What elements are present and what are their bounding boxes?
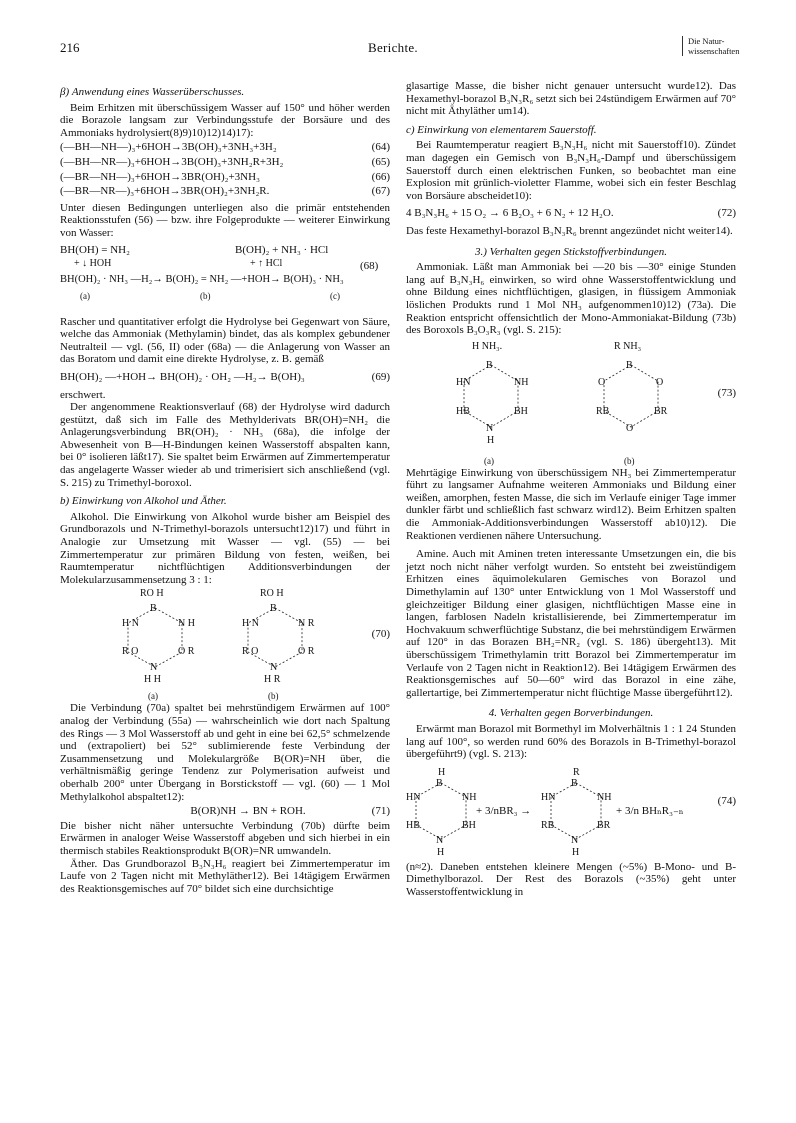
paragraph: Äther. Das Grundborazol B₃N₃H₆ reagiert bei Zimmertemperatur im Laufe von 2 Tagen nicht mit Methyläther12). Bei 14tägigem Erwärmen des Reaktionsgemisches auf 70° bildet sich eine durchsichtige (60, 857, 390, 895)
svg-text:B: B (571, 777, 578, 789)
paragraph: (n≈2). Daneben entstehen kleinere Mengen (~5%) B-Mono- und B-Dimethylborazol. Der Rest des Borazols (~35%) geht unter Wasserstoffentwicklung in (406, 860, 736, 898)
paragraph: Die bisher nicht näher untersuchte Verbindung (70b) dürfte beim Erwärmen in analoger Weise Wasserstoff abgeben und sich hierbei in ein thermisch stabiles Reaktionsprodukt B(OR)=NR umwandeln. (60, 819, 390, 857)
paragraph: Amine. Auch mit Aminen treten interessante Umsetzungen ein, die bis jetzt noch nicht näher verfolgt wurden. So entsteht bei zweistündigem Erhitzen eines äquimolekularen Gemisches von Borazol und Dimethylamin auf 130° unter Entwicklung von 1 Mol Wasserstoff und gleichzeitiger Bildung einer glasigen, nichtflüchtigen Masse eine in langen, farblosen Nadeln kristallisierende, bei Zimmertemperatur im Hochvakuum schwerflüchtige Substanz, die bei mehrstündigem Erwärmen auf 120° in das Borazen BH₂=NR₂ (vgl. S. 186) übergeht13). Mit überschüssigem Trimethylamin tritt Borazol bei Zimmertemperatur im Verlaufe von 2 Tagen nicht in Reaktion12). Bei 14tägigem Erwärmen des Reaktionsgemisches auf 50—60° wird das Borazol in eine zähe, gallertartige, bei Zimmertemperatur nicht flüchtige Masse übergeführt12). (406, 548, 736, 699)
heading-4: 4. Verhalten gegen Borverbindungen. (488, 707, 654, 720)
svg-text:B: B (436, 777, 443, 789)
svg-text:B: B (270, 603, 277, 615)
svg-text:R O: R O (122, 646, 139, 658)
svg-text:O: O (598, 376, 606, 388)
paragraph: erschwert. (60, 388, 106, 401)
svg-text:H: H (438, 766, 446, 778)
equation-66: (—BR—NH—)₃+6HOH→3BR(OH)₂+3NH₃ (66) (60, 170, 390, 183)
svg-text:N: N (486, 422, 494, 434)
svg-text:N H: N H (178, 618, 195, 630)
svg-text:HN: HN (456, 376, 471, 388)
structure-70: B H N N H R O O R N B H N N R R O O R N RO H RO H H H H R (70) (60, 590, 390, 686)
heading-3: 3.) Verhalten gegen Stickstoffverbindungen. (475, 245, 667, 258)
paragraph: Ammoniak. Läßt man Ammoniak bei —20 bis —30° einige Stunden lang auf B₃N₃H₆ einwirken, so wird ohne Wasserstoffentwicklung und ohne Bildung eines nichtflüchtigen, glasigen, in flüssigem Ammoniak löslichen Produkts rund 1 Mol NH₃ aufgenommen10)12) (73a). Die Reaktion entspricht offensichtlich der Mono-Ammoniakat-Bildung (73b) des Boroxols B₃O₃R₃ (vgl. S. 215): (406, 261, 736, 337)
heading-c: c) Einwirkung von elementarem Sauerstoff. (406, 123, 597, 136)
journal-label-line1: Die Natur- (688, 36, 725, 46)
paragraph: Alkohol. Die Einwirkung von Alkohol wurde bisher am Beispiel des Grundborazols und N-Trimethyl-borazols untersucht12)17) und führt in Analogie zur Umsetzung mit Wasser — vgl. (55) — bei Zimmertemperatur zur primären Bildung von festen, weißen, bei Raumtemperatur nichtflüchtigen Additionsverbindungen der Molekularzusammensetzung 3 : 1: (60, 510, 390, 586)
equation-69: BH(OH)₂ —+HOH→ BH(OH)₂ · OH₂ —H₂→ B(OH)₃ (69) (60, 370, 390, 383)
svg-text:R: R (573, 766, 580, 778)
svg-text:O: O (626, 422, 634, 434)
svg-text:H: H (437, 846, 445, 857)
svg-text:R O: R O (242, 646, 259, 658)
equation-64: (—BH—NH—)₃+6HOH→3B(OH)₃+3NH₃+3H₂ (64) (60, 141, 390, 154)
svg-text:O R: O R (298, 646, 315, 658)
paragraph: Beim Erhitzen mit überschüssigem Wasser auf 150° und höher werden die Borazole langsam zur Verbindungsstufe der Borsäure und des Ammoniaks hydrolysiert(8)9)10)12)14)17): (60, 101, 390, 139)
paragraph: Das feste Hexamethyl-borazol B₃N₃R₆ brennt angezündet nicht weiter14). (406, 224, 733, 237)
structure-73-labels: (a) (b) (484, 455, 635, 466)
structure-74: H B HN NH HB BH N H R B HN NH RB BR N H + 3/nBR₃ → + 3/n BHₙR₃₋ₙ (74) (406, 766, 736, 857)
svg-text:HB: HB (456, 405, 470, 417)
svg-text:BR: BR (654, 405, 668, 417)
svg-text:N: N (436, 834, 444, 846)
svg-text:RB: RB (596, 405, 610, 417)
heading-beta: β) Anwendung eines Wasserüberschusses. (60, 86, 245, 98)
paragraph: Der angenommene Reaktionsverlauf (68) der Hydrolyse wird dadurch gestützt, daß sich im Falle des Methylderivats BR(OH)=NH₂ die Anlagerungsverbindung BR(OH)₂ · NH₃ (68a), die infolge der Abwesenheit von B—H-Bindungen keinen Wasserstoff abspalten kann, bei 0° isolieren läßt17). Sie spaltet beim Erwärmen auf Zimmertemperatur das angelagerte Wasser wieder ab und trimerisiert sich anschließend (vgl. S. 215) zu Trimethyl-boroxol. (60, 401, 390, 489)
journal-label (682, 36, 739, 56)
equation-71: B(OR)NH → BN + ROH. (71) (190, 805, 390, 818)
paragraph: Die Verbindung (70a) spaltet bei mehrstündigem Erwärmen auf 100° analog der Verbindung (55a) — wahrscheinlich wie dort nach Spaltung des Rings — 3 Mol Wasserstoff ab und geht in eine bei 62,5° schmelzende und (extrapoliert) bei 52° sublimierende feste Verbindung der Zusammensetzung und Molekulargröße B(OR)=NH über, die verhältnismäßig geringe Tendenz zur Polymerisation aufweist und oberhalb 200° unter Übergang in Borstickstoff — vgl. (60) — 1 Mol Methylalkohol abspaltet12): (60, 702, 390, 803)
svg-text:N R: N R (298, 618, 315, 630)
right-column (406, 80, 736, 899)
paragraph: Rascher und quantitativer erfolgt die Hydrolyse bei Gegenwart von Säure, welche das Ammoniak (Methylamin) bindet, das als komplex gebundener Neutralteil — vgl. (56, II) oder (68a) — die Anlagerung von Wasser an das Boratom und damit eine direkte Hydrolyse, z. B. gemäß (60, 315, 390, 366)
svg-text:BR: BR (597, 819, 611, 831)
svg-text:NH: NH (462, 791, 477, 803)
paragraph: Unter diesen Bedingungen unterliegen also die primär entstehenden Reaktionsstufen (56) — bzw. ihre Folgeprodukte — weiterer Einwirkung von Wasser: (60, 201, 390, 239)
svg-text:HB: HB (406, 819, 420, 831)
journal-label-line2: wissenschaften (688, 46, 740, 56)
equation-72: 4 B₃N₃H₆ + 15 O₂ → 6 B₂O₃ + 6 N₂ + 12 H₂O. (72) (406, 207, 736, 220)
structure-73-drawing (406, 341, 736, 451)
equation-65: (—BH—NR—)₃+6HOH→3B(OH)₃+3NH₂R+3H₂ (65) (60, 155, 390, 168)
svg-text:N: N (270, 662, 278, 674)
svg-text:RB: RB (541, 819, 555, 831)
svg-text:NH: NH (597, 791, 612, 803)
structure-70-labels: (a) (b) (148, 691, 279, 702)
structure-74-drawing (406, 765, 736, 857)
svg-text:B: B (150, 603, 157, 615)
svg-text:H: H (487, 434, 495, 446)
paragraph: Bei Raumtemperatur reagiert B₃N₃H₆ nicht mit Sauerstoff10). Zündet man dagegen ein Gemisch von B₃N₃H₆-Dampf und überschüssigem Sauerstoff durch einen elektrischen Funken, so beobachtet man eine Explosion mit grünlich-violetter Flamme, wobei sich ein fester Beschlag von Borsäure abscheidet10): (406, 139, 736, 202)
svg-text:N: N (150, 662, 158, 674)
svg-text:O R: O R (178, 646, 195, 658)
svg-text:H N: H N (122, 618, 139, 630)
page-number: 216 (60, 40, 80, 55)
left-column (60, 80, 390, 895)
scheme-68: BH(OH) = NH₂ B(OH)₂ + NH₃ · HCl + ↓ HOH + ↑ HCl BH(OH)₂ · NH₃ —H₂→ B(OH)₂ = NH₂ —+HOH→ B(OH)₃ · NH₃ (a) (b) (c) (68) (60, 243, 379, 301)
svg-text:B: B (486, 359, 493, 371)
paragraph: Erwärmt man Borazol mit Bormethyl im Molverhältnis 1 : 1 24 Stunden lang auf 100°, so werden rund 60% des Borazols in B-Trimethyl-borazol übergeführt9) (vgl. S. 213): (406, 722, 736, 761)
svg-text:H: H (572, 846, 580, 857)
svg-text:BH: BH (462, 819, 476, 831)
svg-text:N: N (571, 834, 579, 846)
svg-text:BH: BH (514, 405, 528, 417)
paragraph: Mehrtägige Einwirkung von überschüssigem NH₃ bei Zimmertemperatur führt zu langsamer Aufnahme weiteren Ammoniaks und Bildung einer weißen, amorphen, festen Masse, die sich im Verlaufe einiger Tage immer dunkler färbt und schließlich fast schwarz wird12). Beim Erhitzen spalten die Ammoniak-Additionsverbindungen Wasserstoff ab10)12). Die Reaktionen verdienen nähere Untersuchung. (406, 466, 736, 542)
running-title: Berichte. (368, 40, 418, 55)
svg-text:HN: HN (541, 791, 556, 803)
svg-text:NH: NH (514, 376, 529, 388)
equation-67: (—BR—NR—)₃+6HOH→3BR(OH)₂+3NH₂R. (67) (60, 185, 390, 198)
svg-text:HN: HN (406, 791, 421, 803)
paragraph: glasartige Masse, die bisher nicht genauer untersucht wurde12). Das Hexamethyl-borazol B₃N₃R₆ setzt sich bei 24stündigem Erwärmen auf 70° nicht mit Äthyläther um14). (406, 80, 736, 118)
heading-b: b) Einwirkung von Alkohol und Äther. (60, 495, 227, 508)
svg-text:B: B (626, 359, 633, 371)
structure-70-drawing (60, 590, 390, 686)
svg-text:H N: H N (242, 618, 259, 630)
structure-73: B HN NH HB BH N H B O O RB BR O H NH₃. R NH₃ (73) (406, 341, 736, 451)
svg-text:O: O (656, 376, 664, 388)
